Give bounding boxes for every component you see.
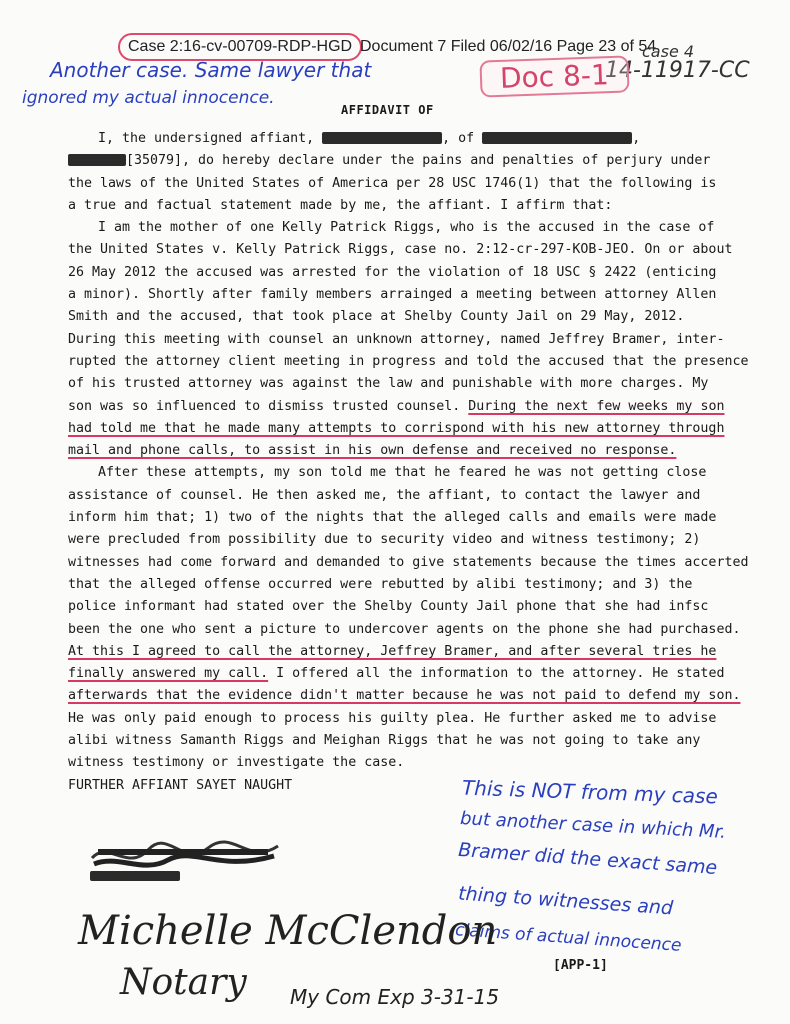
- body-text: that the alleged offense occurred were rebutted by alibi testimony; and 3) the: [68, 576, 693, 592]
- body-text: I offered all the information to the attorney. He stated: [268, 666, 725, 682]
- body-text: [35079], do hereby declare under the pains and penalties of perjury under: [126, 153, 711, 169]
- redaction-bar: [322, 132, 442, 144]
- redaction-bar: [482, 132, 632, 144]
- handwritten-note-line-1: Another case. Same lawyer that: [50, 58, 372, 82]
- body-text: FURTHER AFFIANT SAYET NAUGHT: [68, 777, 293, 793]
- affidavit-title: AFFIDAVIT OF: [341, 103, 434, 117]
- handwritten-case-label: case 4: [642, 42, 695, 61]
- exhibit-stamp: Doc 8-1: [479, 55, 629, 97]
- body-text: ,: [632, 131, 641, 146]
- body-line: [68, 128, 708, 150]
- side-note-line-5: claims of actual innocence: [454, 920, 683, 956]
- body-text: witnesses had come forward and demanded to give statements because the times accerted: [68, 554, 749, 570]
- body-line: [68, 373, 708, 395]
- body-line: [68, 552, 749, 574]
- body-line: [68, 462, 708, 484]
- affidavit-body: [68, 128, 749, 797]
- body-line: [68, 329, 725, 351]
- body-text: During this meeting with counsel an unknown attorney, named Jeffrey Bramer, inter-: [68, 331, 725, 347]
- body-line: [68, 284, 717, 306]
- body-text: During the next few weeks my son: [468, 398, 725, 414]
- body-line: [68, 730, 708, 752]
- handwritten-case-number: 14-11917-CC: [605, 58, 750, 83]
- body-line: [68, 574, 708, 596]
- body-text: assistance of counsel. He then asked me, the affiant, to contact the lawyer and: [68, 487, 701, 503]
- body-text: the laws of the United States of America per 28 USC 1746(1) that the following is: [68, 175, 717, 191]
- side-note-line-3: Bramer did the exact same: [457, 838, 718, 880]
- body-line: [68, 529, 708, 551]
- redaction-bar: [68, 154, 126, 166]
- body-text: were precluded from possibility due to security video and witness testimony; 2): [68, 532, 701, 548]
- body-line: [68, 262, 717, 284]
- body-text: a true and factual statement made by me, the affiant. I affirm that:: [68, 197, 613, 213]
- body-text: been the one who sent a picture to undercover agents on the phone she had purchased.: [68, 621, 741, 637]
- side-note-line-4: thing to witnesses and: [457, 882, 674, 920]
- body-text: , of: [442, 131, 483, 146]
- body-line: [68, 173, 717, 195]
- document-filing-info: Document 7 Filed 06/02/16 Page 23 of 54: [360, 38, 657, 55]
- notary-signature: Michelle McClendon: [78, 908, 498, 954]
- body-text: 26 May 2012 the accused was arrested for the violation of 18 USC § 2422 (enticing: [68, 264, 717, 280]
- body-text: He was only paid enough to process his guilty plea. He further asked me to advise: [68, 710, 717, 726]
- body-text: finally answered my call.: [68, 666, 269, 682]
- body-line: [68, 150, 711, 172]
- side-note-line-1: This is NOT from my case: [461, 775, 719, 809]
- body-text: a minor). Shortly after family members arrainged a meeting between attorney Allen: [68, 287, 717, 303]
- body-text: I, the undersigned affiant,: [98, 131, 323, 146]
- body-line: [68, 396, 725, 418]
- body-line: [68, 752, 708, 774]
- body-line: [68, 351, 749, 373]
- court-header: [118, 33, 678, 59]
- appendix-label: [APP-1]: [553, 958, 608, 973]
- body-text: At this I agreed to call the attorney, Jeffrey Bramer, and after several tries he: [68, 643, 717, 659]
- body-text: mail and phone calls, to assist in his own defense and received no response.: [68, 443, 677, 459]
- body-text: After these attempts, my son told me that he feared he was not getting close: [98, 465, 707, 481]
- body-text: I am the mother of one Kelly Patrick Riggs, who is the accused in the case of: [98, 220, 715, 236]
- case-number: Case 2:16-cv-00709-RDP-HGD: [118, 33, 362, 61]
- body-text: had told me that he made many attempts to corrispond with his new attorney through: [68, 420, 725, 436]
- body-text: of his trusted attorney was against the law and punishable with more charges. My: [68, 376, 709, 392]
- body-line: [68, 708, 717, 730]
- body-line: [68, 507, 717, 529]
- side-note-line-2: but another case in which Mr.: [459, 808, 727, 843]
- commission-expiration: My Com Exp 3-31-15: [290, 985, 500, 1009]
- body-line: [68, 195, 708, 217]
- body-line: [68, 596, 708, 618]
- body-text: afterwards that the evidence didn't matter because he was not paid to defend my son.: [68, 688, 741, 704]
- body-text: inform him that; 1) two of the nights that the alleged calls and emails were made: [68, 510, 717, 526]
- handwritten-note-line-2: ignored my actual innocence.: [22, 88, 275, 108]
- body-line: [68, 440, 708, 462]
- body-line: [68, 306, 708, 328]
- body-line: [68, 418, 725, 440]
- redacted-signature-name: [90, 871, 180, 881]
- body-text: son was so influenced to dismiss trusted counsel.: [68, 398, 469, 414]
- body-text: the United States v. Kelly Patrick Riggs, case no. 2:12-cr-297-KOB-JEO. On or about: [68, 242, 733, 258]
- body-text: Smith and the accused, that took place at Shelby County Jail on 29 May, 2012.: [68, 309, 685, 325]
- body-text: alibi witness Samanth Riggs and Meighan Riggs that he was not going to take any: [68, 733, 701, 749]
- body-line: [68, 485, 708, 507]
- body-line: [68, 239, 733, 261]
- body-line: [68, 641, 717, 663]
- body-line: [68, 217, 715, 239]
- notary-label: Notary: [120, 962, 247, 1003]
- body-text: witness testimony or investigate the case.: [68, 755, 405, 771]
- body-line: [68, 619, 741, 641]
- body-text: rupted the attorney client meeting in progress and told the accused that the presence: [68, 353, 749, 369]
- body-line: [68, 663, 725, 685]
- body-text: police informant had stated over the Shelby County Jail phone that she had infsc: [68, 599, 709, 615]
- body-line: [68, 685, 741, 707]
